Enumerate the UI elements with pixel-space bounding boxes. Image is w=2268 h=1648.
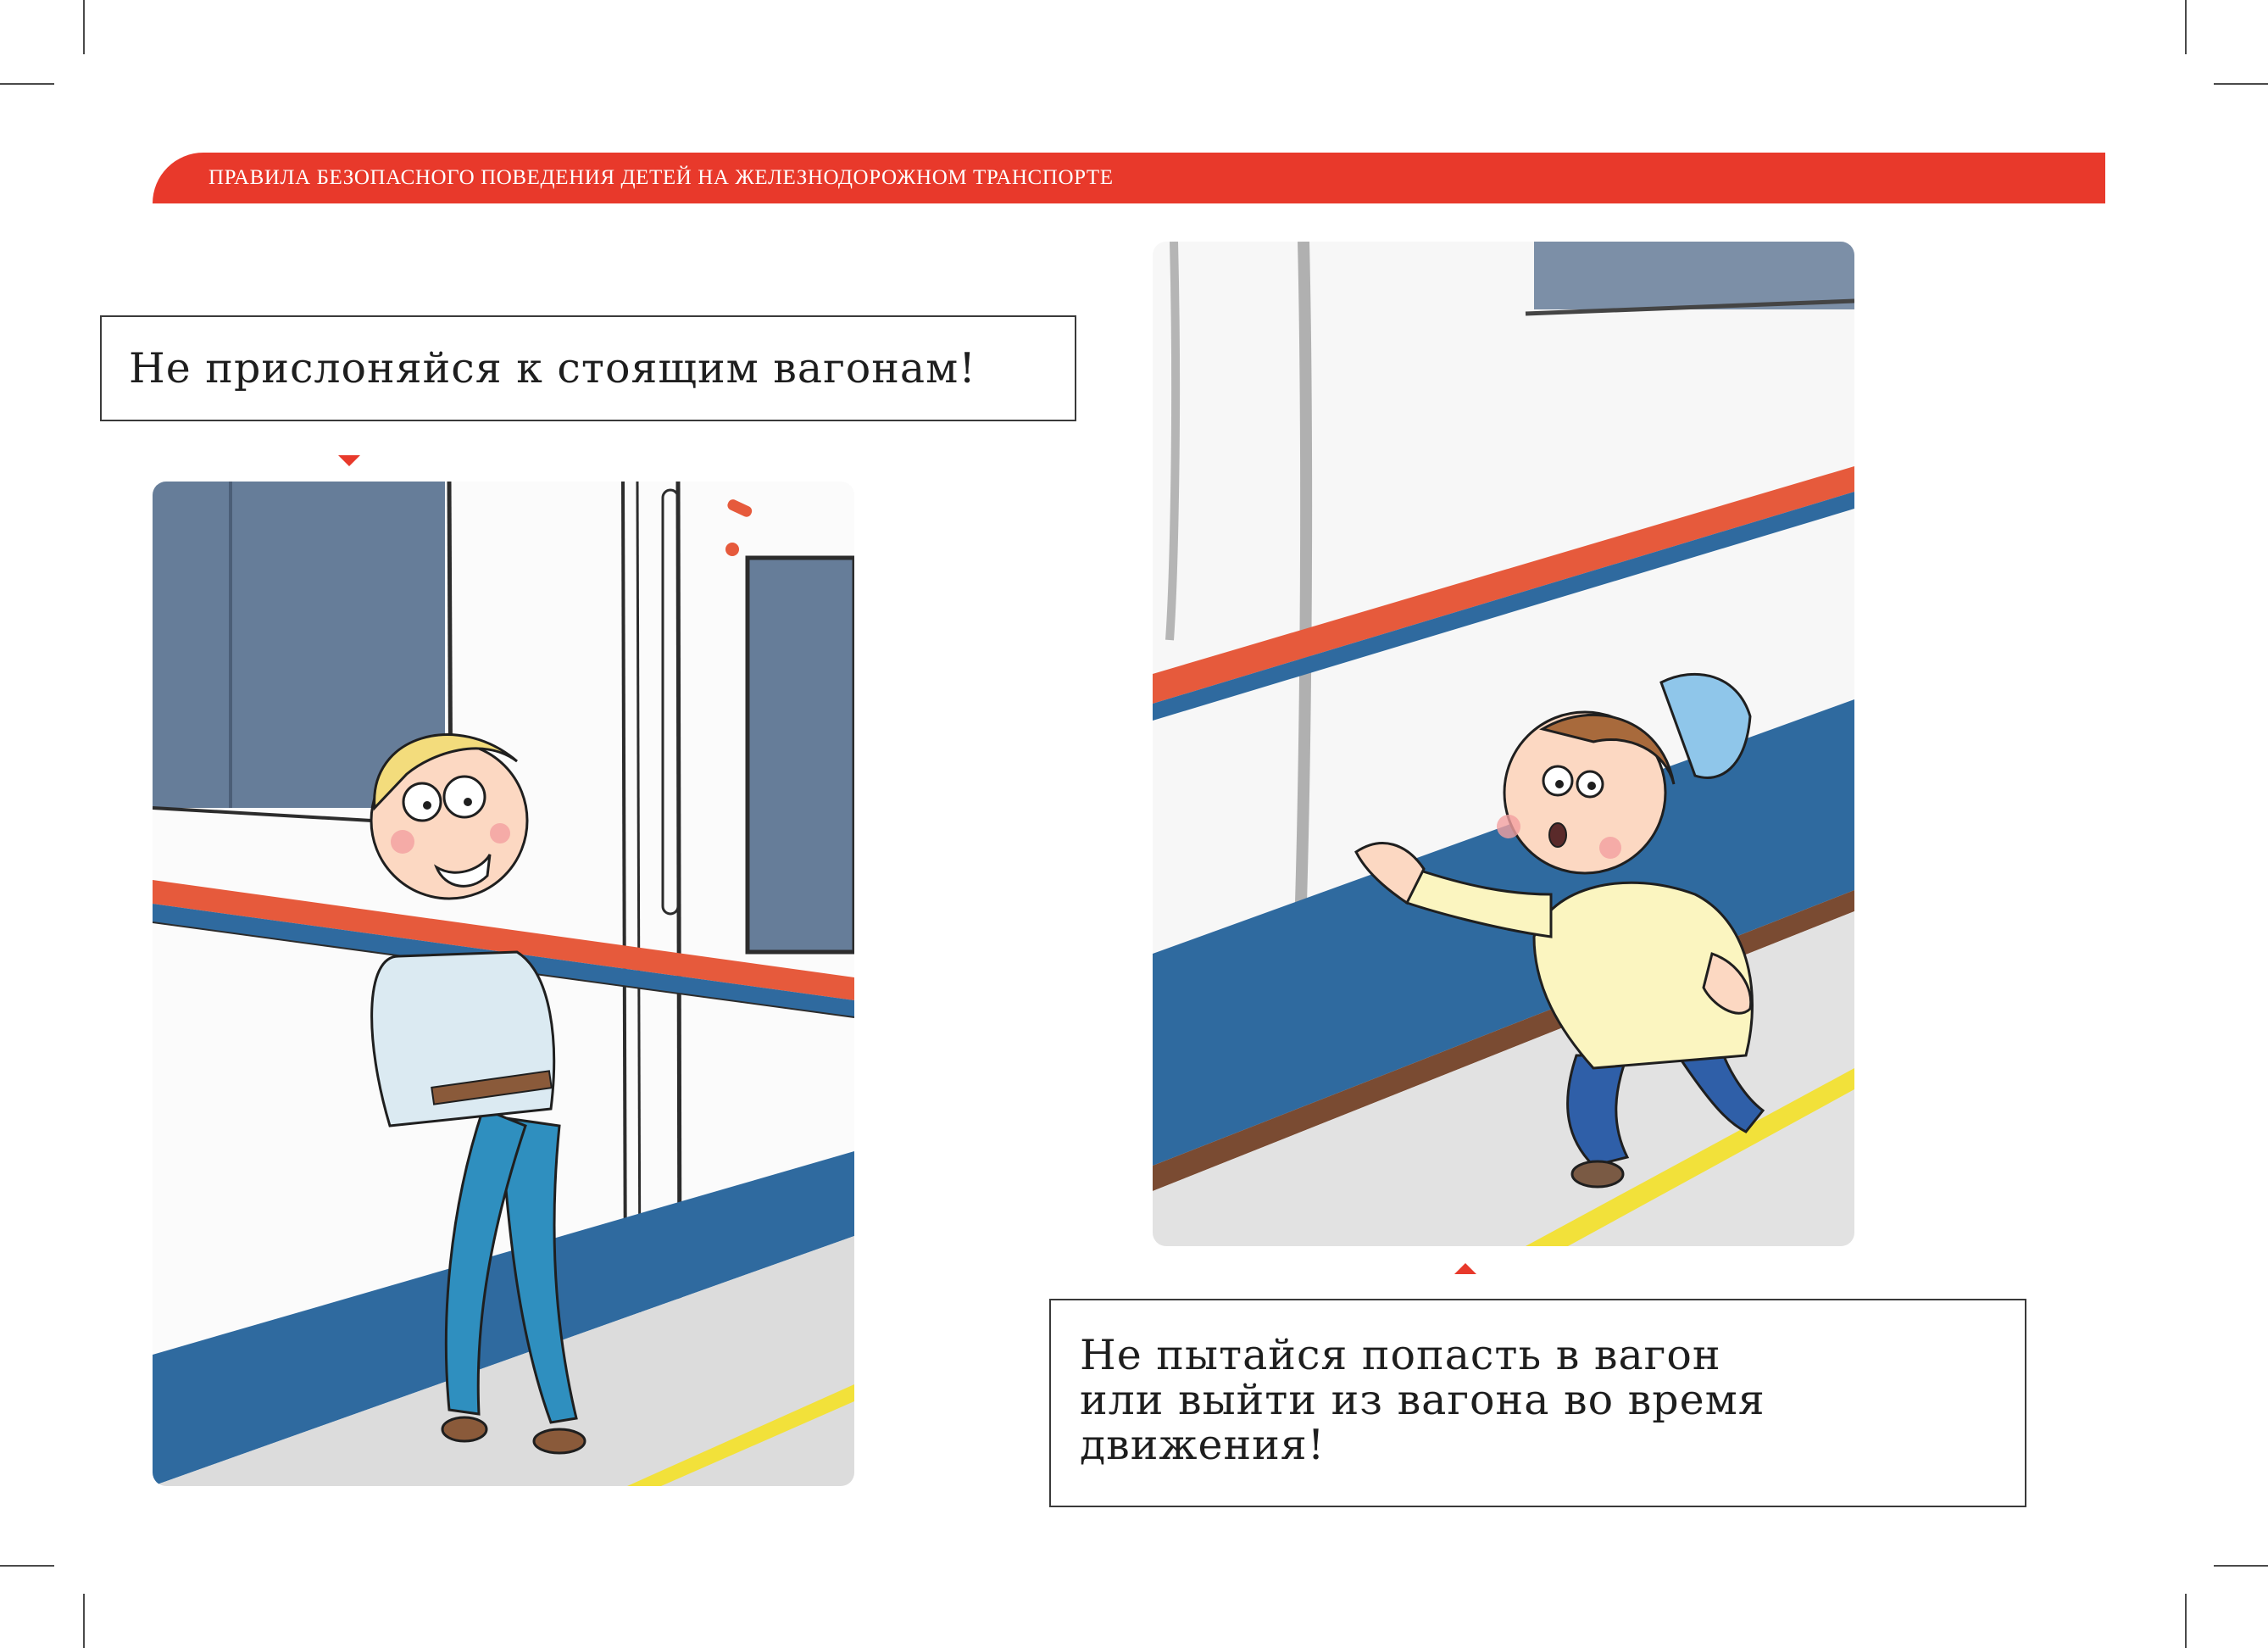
crop-mark (83, 0, 85, 54)
rule-caption-lean-text: Не прислоняйся к стоящим вагонам! (129, 344, 976, 393)
crop-mark (0, 1565, 54, 1567)
rule-caption-moving-line-2: или выйти из вагона во время (1080, 1376, 1765, 1424)
rule-caption-moving-line-1: Не пытайся попасть в вагон (1080, 1331, 1721, 1379)
illustration-moving-train-boy-svg (1153, 242, 1854, 1246)
header-ribbon (153, 153, 2105, 203)
illustration-leaning-boy-svg (153, 482, 854, 1486)
crop-mark (2185, 1594, 2187, 1648)
illustration-moving-train-boy (1153, 242, 1854, 1246)
pointer-down-icon (338, 455, 360, 466)
crop-mark (83, 1594, 85, 1648)
illustration-leaning-boy (153, 482, 854, 1486)
crop-mark (2214, 83, 2268, 85)
rule-caption-moving-line-3: движения! (1080, 1421, 1326, 1469)
crop-mark (0, 83, 54, 85)
header-title: ПРАВИЛА БЕЗОПАСНОГО ПОВЕДЕНИЯ ДЕТЕЙ НА ЖЕЛЕЗНОДОРОЖНОМ ТРАНСПОРТЕ (208, 166, 1114, 189)
pointer-up-icon (1454, 1263, 1476, 1274)
crop-mark (2214, 1565, 2268, 1567)
rule-caption-lean (100, 315, 1076, 421)
crop-mark (2185, 0, 2187, 54)
rule-caption-moving (1049, 1299, 2026, 1507)
